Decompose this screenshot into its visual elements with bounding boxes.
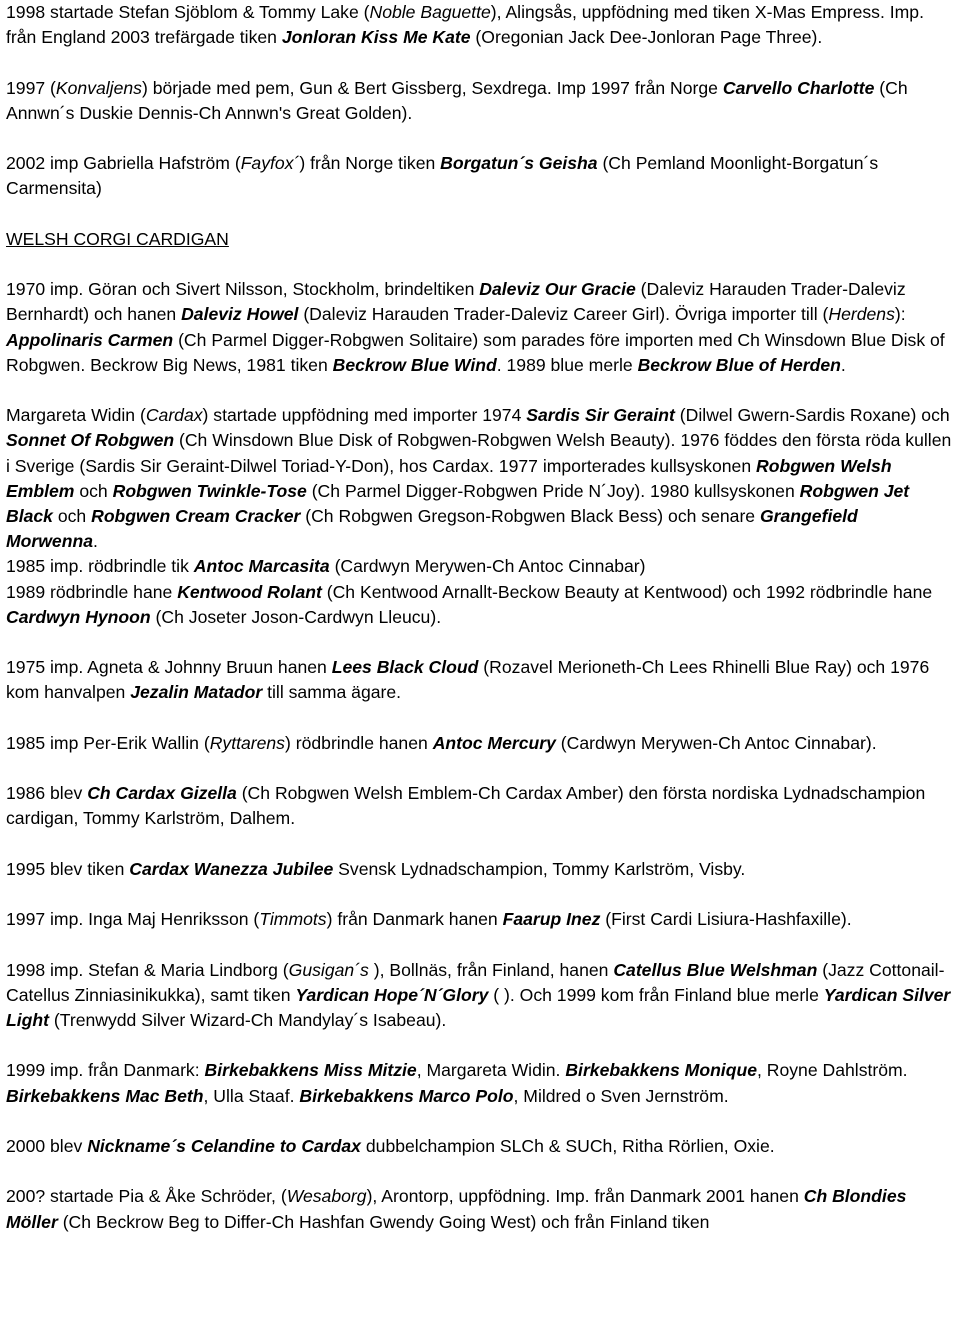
paragraph-gap [6,50,954,75]
text-run: (Cardwyn Merywen-Ch Antoc Cinnabar). [555,732,877,753]
text-run: ) från Danmark hanen [326,909,503,930]
dog-name: Robgwen Twinkle-Tose [112,480,307,501]
text-run: (Ch Robgwen Gregson-Robgwen Black Bess) och senare [300,505,760,526]
paragraph-p6 [6,655,954,705]
paragraph-gap [6,1109,954,1134]
text-run: 1985 imp. rödbrindle tik [6,556,194,577]
text-run: WELSH CORGI CARDIGAN [6,228,229,249]
dog-name: Birkebakkens Marco Polo [299,1085,514,1106]
dog-name: Birkebakkens Monique [565,1060,757,1081]
kennel-name: Noble Baguette [369,2,491,22]
text-run: (First Cardi Lisiura-Hashfaxille). [600,909,852,930]
kennel-name: Cardax [145,405,203,426]
paragraph-gap [6,378,954,403]
paragraph-p12 [6,1058,954,1108]
paragraph-gap [6,630,954,655]
text-run: 1986 blev [6,783,88,804]
paragraph-gap [6,202,954,227]
paragraph-gap [6,126,954,151]
text-run: 1997 ( [6,77,56,98]
text-run: (Ch Pemland Moonlight-Borgatun´s Carmensita) [6,153,879,199]
text-run: , Royne Dahlström. [756,1060,908,1081]
paragraph-p3 [6,151,954,201]
text-run: 1998 startade Stefan Sjöblom & Tommy Lake ( [6,2,370,22]
text-run: ), Alingsås, uppfödning med tiken X-Mas Empress. Imp. från England 2003 trefärgade tiken [6,2,924,48]
text-run: (Ch Winsdown Blue Disk of Robgwen-Robgwen Welsh Beauty). 1976 föddes den första röda kullen i Sverige (Sardis Sir Geraint-Dilwel Toriad-Y-Don), hos Cardax. 1977 importerades kullsyskonen [6,430,952,476]
text-run: (Cardwyn Merywen-Ch Antoc Cinnabar) [329,556,646,577]
paragraph-gap [6,1033,954,1058]
text-run: ) började med pem, Gun & Bert Gissberg, Sexdrega. Imp 1997 från Norge [141,77,723,98]
dog-name: Jonloran Kiss Me Kate [281,27,471,48]
paragraph-p13 [6,1134,954,1159]
text-run: , Ulla Staaf. [203,1085,300,1106]
paragraph-p1 [6,0,954,50]
paragraph-gap [6,832,954,857]
text-run: 1998 imp. Stefan & Maria Lindborg ( [6,959,289,980]
paragraph-p2 [6,76,954,126]
dog-name: Cardax Wanezza Jubilee [129,858,334,879]
text-run: och [52,505,92,526]
text-run: (Ch Annwn´s Duskie Dennis-Ch Annwn's Great Golden). [6,77,908,123]
text-run: Svensk Lydnadschampion, Tommy Karlström, Visby. [333,858,746,879]
text-run: 1999 imp. från Danmark: [6,1060,205,1081]
dog-name: Lees Black Cloud [331,657,479,678]
text-run: ( ). Och 1999 kom från Finland blue merle [488,984,824,1005]
paragraph-p8 [6,781,954,831]
text-run: (Oregonian Jack Dee-Jonloran Page Three). [470,27,823,48]
text-run: (Ch Parmel Digger-Robgwen Solitaire) som parades före importen med Ch Winsdown Blue Disk of Robgwen. Beckrow Big News, 1981 tiken [6,329,945,375]
dog-name: Daleviz Our Gracie [479,279,636,300]
dog-name: Antoc Marcasita [193,556,330,577]
paragraph-p14 [6,1184,954,1234]
text-run: , Mildred o Sven Jernström. [513,1085,729,1106]
paragraph-p11 [6,958,954,1034]
text-run: 1970 imp. Göran och Sivert Nilsson, Stockholm, brindeltiken [6,279,480,300]
dog-name: Ch Blondies Möller [6,1186,907,1232]
dog-name: Birkebakkens Mac Beth [6,1085,204,1106]
text-run: 200? startade Pia & Åke Schröder, ( [6,1186,287,1207]
dog-name: Antoc Mercury [432,732,556,753]
text-run: ): [894,304,906,325]
dog-name: Daleviz Howel [181,304,299,325]
dog-name: Kentwood Rolant [177,581,322,602]
kennel-name: Wesaborg [286,1186,367,1207]
text-run: (Daleviz Harauden Trader-Daleviz Career Girl). Övriga importer till ( [298,304,829,325]
text-run: (Ch Beckrow Beg to Differ-Ch Hashfan Gwendy Going West) och från Finland tiken [57,1211,710,1232]
paragraph-gap [6,882,954,907]
kennel-name: Ryttarens [209,732,285,753]
text-run: 1985 imp Per-Erik Wallin ( [6,732,210,753]
dog-name: Appolinaris Carmen [6,329,174,350]
kennel-name: Herdens [828,304,895,325]
text-run: och [74,480,113,501]
text-run: , Margareta Widin. [416,1060,566,1081]
text-run: . [93,531,98,552]
dog-name: Jezalin Matador [130,682,263,703]
text-run: (Daleviz Harauden Trader-Daleviz Bernhardt) och hanen [6,279,906,325]
dog-name: Robgwen Cream Cracker [91,505,301,526]
text-run: (Dilwel Gwern-Sardis Roxane) och [674,405,950,426]
text-run: (Ch Robgwen Welsh Emblem-Ch Cardax Amber) den första nordiska Lydnadschampion cardigan, Tommy Karlström, Dalhem. [6,783,926,829]
paragraph-gap [6,932,954,957]
paragraph-gap [6,756,954,781]
paragraph-p5 [6,403,954,630]
dog-name: Ch Cardax Gizella [87,783,237,804]
text-run: (Ch Kentwood Arnallt-Beckow Beauty at Kentwood) och 1992 rödbrindle hane [321,581,933,602]
text-run: (Trenwydd Silver Wizard-Ch Mandylay´s Isabeau). [49,1009,447,1030]
dog-name: Robgwen Jet Black [6,480,910,526]
kennel-name: Gusigan´s [288,959,369,980]
dog-name: Robgwen Welsh Emblem [6,455,892,501]
dog-name: Beckrow Blue of Herden [637,354,841,375]
text-run: . [840,354,846,375]
dog-name: Cardwyn Hynoon [6,606,151,627]
paragraph-p9 [6,857,954,882]
paragraph-gap [6,1159,954,1184]
text-run: Margareta Widin ( [6,405,146,426]
dog-name: Beckrow Blue Wind [332,354,497,375]
dog-name: Carvello Charlotte [722,77,875,98]
dog-name: Nickname´s Celandine to Cardax [87,1135,361,1156]
text-run: 1989 rödbrindle hane [6,581,178,602]
dog-name: Birkebakkens Miss Mitzie [204,1060,417,1081]
text-run: (Ch Joseter Joson-Cardwyn Lleucu). [150,606,442,627]
dog-name: Sardis Sir Geraint [526,405,675,426]
kennel-name: Fayfox´ [240,153,300,174]
text-run: 2002 imp Gabriella Hafström ( [6,153,241,174]
text-run: 2000 blev [6,1135,88,1156]
text-run: (Ch Parmel Digger-Robgwen Pride N´Joy). 1980 kullsyskonen [306,480,800,501]
text-run: (Rozavel Merioneth-Ch Lees Rhinelli Blue Ray) och 1976 kom hanvalpen [6,657,930,703]
text-run: ) rödbrindle hanen [284,732,433,753]
dog-name: Yardican Hope´N´Glory [295,984,489,1005]
text-run: ) från Norge tiken [299,153,441,174]
text-run: (Jazz Cottonail-Catellus Zinniasinikukka), samt tiken [6,959,945,1005]
paragraph-gap [6,252,954,277]
dog-name: Grangefield Morwenna [6,505,858,552]
text-run: ) startade uppfödning med importer 1974 [202,405,527,426]
text-run: ), Arontorp, uppfödning. Imp. från Danmark 2001 hanen [366,1186,804,1207]
text-run: dubbelchampion SLCh & SUCh, Ritha Rörlien, Oxie. [360,1135,775,1156]
text-run: 1995 blev tiken [6,858,130,879]
paragraph-p4 [6,277,954,378]
dog-name: Faarup Inez [502,909,601,930]
kennel-name: Timmots [259,909,327,930]
text-run: . 1989 blue merle [496,354,638,375]
kennel-name: Konvaljens [55,77,142,98]
text-run: ), Bollnäs, från Finland, hanen [368,959,614,980]
text-run: till samma ägare. [262,682,402,703]
dog-name: Catellus Blue Welshman [613,959,818,980]
paragraph-p7 [6,731,954,756]
dog-name: Borgatun´s Geisha [440,153,598,174]
dog-name: Sonnet Of Robgwen [6,430,175,451]
paragraph-p10 [6,907,954,932]
dog-name: Yardican Silver Light [6,984,951,1030]
text-run: 1975 imp. Agneta & Johnny Bruun hanen [6,657,332,678]
text-run: 1997 imp. Inga Maj Henriksson ( [6,909,260,930]
section-heading [6,227,954,252]
paragraph-gap [6,706,954,731]
